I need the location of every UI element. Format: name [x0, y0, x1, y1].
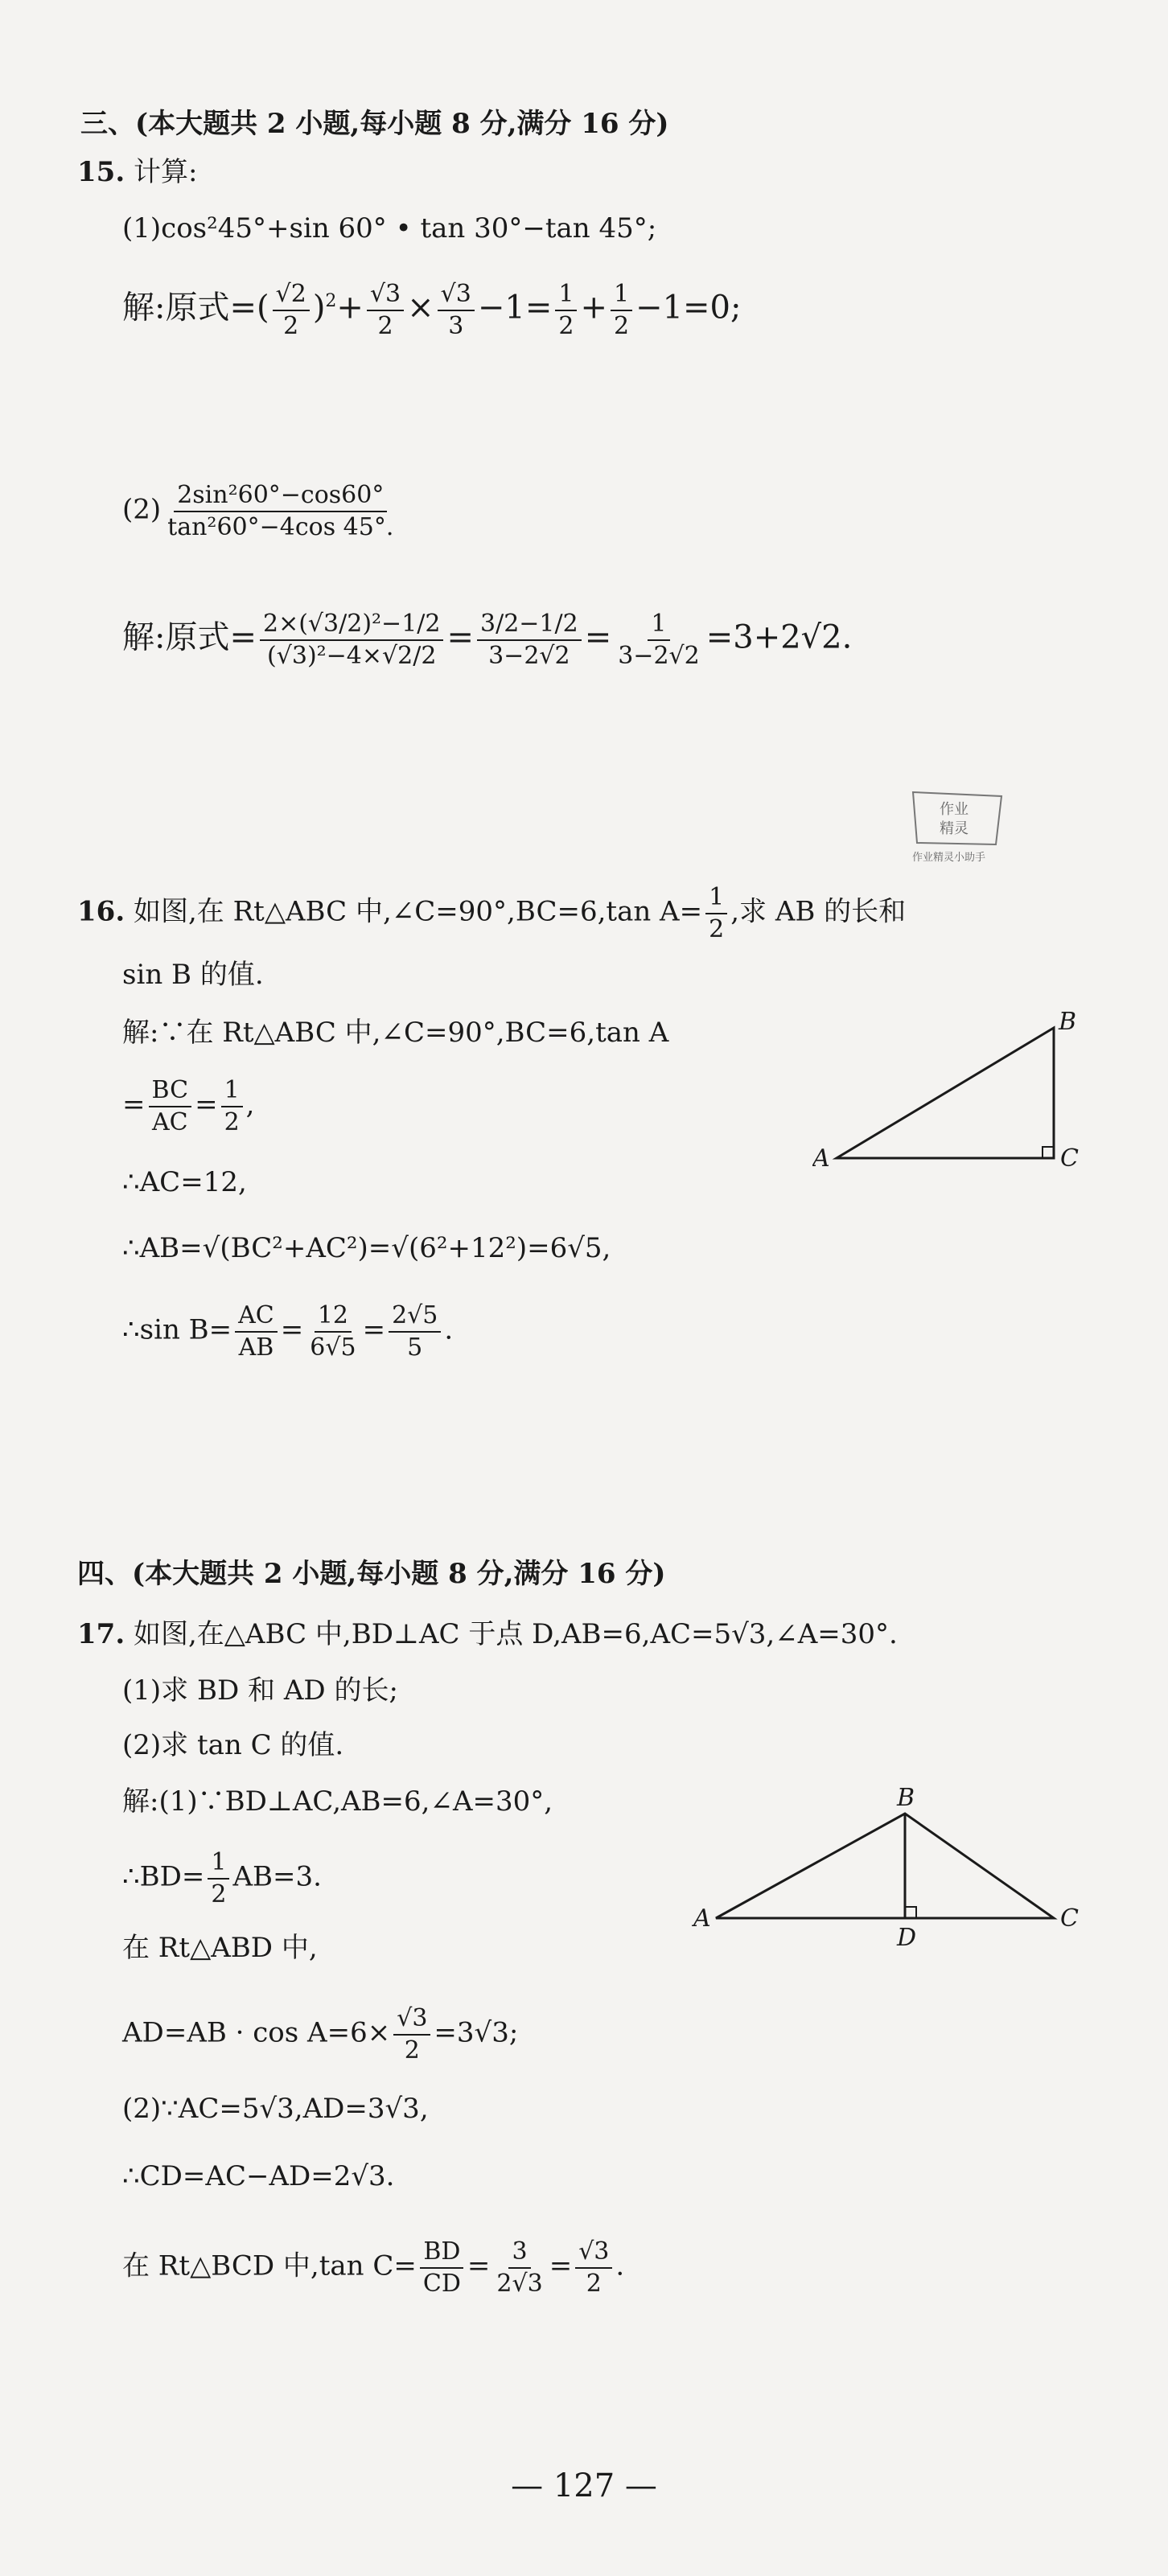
q16-solution-line5: ∴sin B= $\frac{AC}{AB}$ = $\frac{12}{6√5}$ = $\frac{2√5}{5}$ . [122, 1301, 454, 1362]
q15-p2-step3: $\frac{1}{3-2√2}$ [618, 610, 700, 670]
q17-statement [77, 1617, 898, 1652]
watermark-stamp [901, 780, 1014, 869]
q16-label-A: A [812, 1144, 830, 1173]
q17-triangle-diagram [692, 1781, 1094, 1950]
q15-p1-solution-end: −1=0; [635, 289, 742, 327]
q16-label-C: C [1060, 1144, 1079, 1173]
q16-label-B: B [1059, 1008, 1077, 1036]
q17-sol4-suffix: =3√3; [434, 2016, 519, 2049]
q17-solution-line5: (2)∵AC=5√3,AD=3√3, [122, 2093, 429, 2125]
q15-part2-solution: 解:原式= $\frac{\text{2×(√3/2)²−1/2}}{\text{(√3)²−4×√2/2}}$ = $\frac{3/2-1/2}{3-2√2}$ = $\frac{1}{3-2√2}$ =3+2√2. [122, 610, 853, 670]
q16-frac-half: $\frac{1}{2}$ [705, 885, 727, 942]
watermark-line2: 精灵 [940, 820, 969, 837]
q17-label-D: D [897, 1924, 917, 1950]
q15-title-text: 计算: [133, 156, 198, 188]
q17-solution-line1: 解:(1)∵BD⊥AC,AB=6,∠A=30°, [122, 1785, 553, 1818]
q16-frac-2sqrt5-over-5: $\frac{2√5}{5}$ [389, 1303, 441, 1360]
q17-frac-sqrt3-over-2: $\frac{√3}{2}$ [393, 2006, 430, 2063]
q17-solution-line2 [122, 1850, 322, 1907]
q15-part1-question: (1)cos²45°+sin 60° • tan 30°−tan 45°; [122, 212, 657, 244]
q16-right-angle-mark [1043, 1147, 1054, 1158]
q17-number: 17. [77, 1618, 125, 1650]
q16-triangle-diagram [812, 1005, 1102, 1182]
watermark-line1: 作业 [940, 801, 969, 818]
q17-solution-line4 [122, 2006, 518, 2063]
q16-sol5-prefix: ∴sin B= [122, 1313, 232, 1346]
q16-solution-line1: 解:∵在 Rt△ABC 中,∠C=90°,BC=6,tan A [122, 1017, 669, 1049]
q15-p2-solution-end: =3+2√2. [705, 618, 853, 656]
q16-frac-12-over-6sqrt5: $\frac{12}{6√5}$ [310, 1301, 356, 1362]
q15-number: 15. [77, 156, 125, 188]
q17-frac-3-over-2sqrt3: $\frac{3}{2√3}$ [496, 2237, 543, 2298]
q15-p2-step2: $\frac{3/2-1/2}{3-2√2}$ [477, 611, 582, 668]
q17-solution-line3: 在 Rt△ABD 中, [122, 1932, 318, 1964]
q15-frac-sqrt3-over-3: $\frac{√3}{3}$ [438, 281, 475, 339]
q16-solution-line2: = $\frac{BC}{AC}$ = $\frac{1}{2}$ , [122, 1076, 255, 1136]
q16-solution-line4: ∴AB=√(BC²+AC²)=√(6²+12²)=6√5, [122, 1232, 611, 1264]
q15-p2-fraction [164, 483, 397, 540]
q15-p2-label: (2) [122, 493, 162, 526]
q17-sol2-suffix: AB=3. [232, 1860, 322, 1893]
q16-sol2-prefix: = [122, 1088, 146, 1121]
q15-part2-question [122, 483, 400, 540]
q16-triangle [837, 1028, 1054, 1158]
q17-label-B: B [897, 1784, 915, 1812]
q17-label-C: C [1060, 1904, 1079, 1933]
q17-sol4-prefix: AD=AB · cos A=6× [122, 2016, 391, 2049]
section-3-heading: 三、(本大题共 2 小题,每小题 8 分,满分 16 分) [80, 108, 669, 140]
q17-solution-line6: ∴CD=AC−AD=2√3. [122, 2160, 395, 2192]
q17-triangle [716, 1814, 1054, 1918]
q17-label-A: A [693, 1904, 711, 1933]
q16-frac-bc-ac: $\frac{BC}{AC}$ [149, 1078, 192, 1135]
q16-frac-ac-ab: $\frac{AC}{AB}$ [235, 1303, 278, 1360]
q15-frac-sqrt2-over-2: $\frac{√2}{2}$ [273, 281, 310, 339]
q17-frac-half: $\frac{1}{2}$ [208, 1850, 229, 1907]
q17-sol7-prefix: 在 Rt△BCD 中,tan C= [122, 2249, 417, 2282]
page-number: — 127 — [511, 2467, 657, 2504]
q17-part2: (2)求 tan C 的值. [122, 1729, 344, 1761]
q17-statement-text: 如图,在△ABC 中,BD⊥AC 于点 D,AB=6,AC=5√3,∠A=30°. [133, 1618, 898, 1650]
q16-statement-text: 如图,在 Rt△ABC 中,∠C=90°,BC=6,tan A= [133, 895, 703, 928]
q15-title [77, 154, 197, 190]
q16-statement-line2: sin B 的值. [122, 959, 264, 991]
q15-p2-solution-prefix: 解:原式= [122, 618, 257, 656]
q15-frac-sqrt3-over-2: $\frac{√3}{2}$ [367, 281, 404, 339]
q15-p2-step1: $\frac{\text{2×(√3/2)²−1/2}}{\text{(√3)²−4×√2/2}}$ [260, 611, 443, 668]
q15-part1-solution: 解:原式=( $\frac{√2}{2}$ )$^2$+ $\frac{√3}{2}$ × $\frac{√3}{3}$ −1= $\frac{1}{2}$ + $\frac{1}{2}$ −1=0; [122, 280, 742, 340]
q16-solution-line3: ∴AC=12, [122, 1166, 247, 1198]
q15-frac-half-a: $\frac{1}{2}$ [555, 281, 577, 339]
q17-frac-bd-cd: $\frac{BD}{CD}$ [420, 2239, 464, 2296]
q16-number: 16. [77, 895, 125, 928]
section-4-heading: 四、(本大题共 2 小题,每小题 8 分,满分 16 分) [77, 1558, 666, 1590]
q17-right-angle-mark [905, 1907, 916, 1918]
q15-frac-half-b: $\frac{1}{2}$ [611, 281, 632, 339]
watermark-line3: 作业精灵小助手 [912, 852, 986, 864]
q17-sol2-prefix: ∴BD= [122, 1860, 205, 1893]
q16-frac-half-b: $\frac{1}{2}$ [221, 1078, 243, 1135]
q16-statement [77, 885, 906, 942]
q15-p2-denominator: tan²60°−4cos 45°. [167, 512, 394, 541]
q17-part1: (1)求 BD 和 AD 的长; [122, 1674, 398, 1707]
q17-solution-line7: 在 Rt△BCD 中,tan C= $\frac{BD}{CD}$ = $\frac{3}{2√3}$ = $\frac{√3}{2}$ . [122, 2237, 625, 2298]
q15-p1-solution-prefix: 解:原式= [122, 289, 257, 327]
q16-statement-end: ,求 AB 的长和 [730, 895, 907, 928]
q17-frac-sqrt3-over-2-b: $\frac{√3}{2}$ [575, 2239, 612, 2296]
q15-p2-numerator: 2sin²60°−cos60° [174, 483, 387, 512]
